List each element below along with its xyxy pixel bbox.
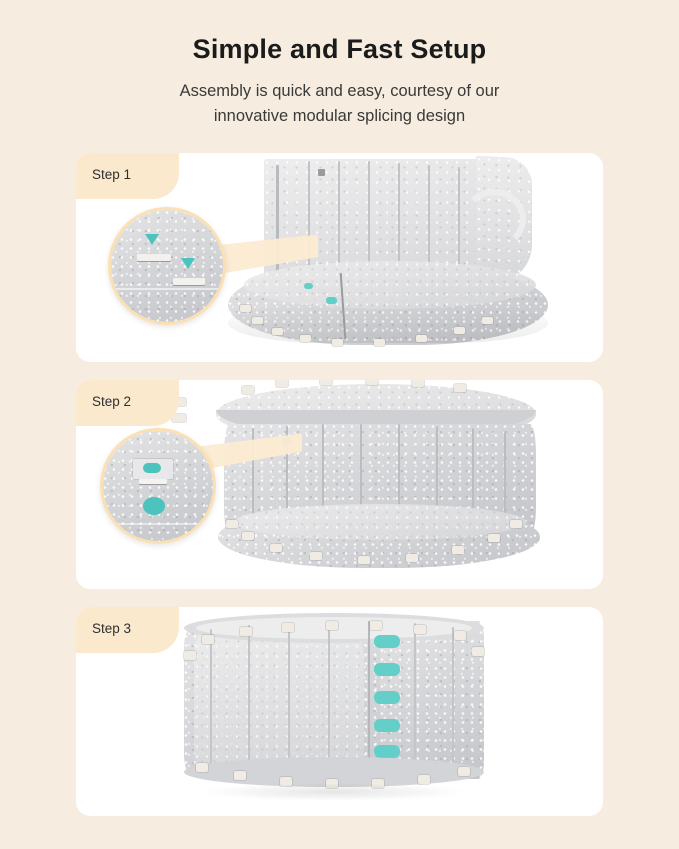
connector-tab [282,623,294,632]
connector-tab [412,380,424,387]
insert-arrow-icon [145,234,159,245]
teal-marker [304,283,313,289]
step-card-1 [76,153,603,362]
connector-tab [374,339,385,346]
socket-opening [139,479,167,484]
playpen-body-front [194,633,364,773]
connector-tab [488,534,500,542]
insert-arrow-icon [181,258,195,269]
connector-tab [406,554,418,562]
page-title: Simple and Fast Setup [192,34,487,64]
connector-tab [416,335,427,342]
connector-tab [196,763,208,772]
connector-tab [414,625,426,634]
base-shadow [228,303,548,343]
connector-tab [332,339,343,346]
subtitle-line-2: innovative modular splicing design [213,106,466,125]
teal-connector [374,635,400,648]
peg-detail-top [143,463,161,473]
wall-slot [248,625,250,771]
connector-tab [454,384,466,392]
zoom-detail-circle [100,428,216,544]
wall-slot [328,621,330,773]
step-card-3 [76,607,603,816]
connector-tab [276,380,288,387]
connector-tab [226,520,238,528]
page-subtitle [105,79,575,129]
connector-tab [242,386,254,394]
connector-tab [454,327,465,334]
ground-shadow [200,783,468,801]
connector-tab [300,335,311,342]
header [0,0,679,129]
teal-connector [374,719,400,732]
connector-tab [202,635,214,644]
connector-tab [240,627,252,636]
step-3-label: Step 3 [92,620,132,636]
curl-highlight [462,189,526,249]
connector-tab [510,520,522,528]
connector-tab [482,317,493,324]
step-1-tag [76,153,179,199]
step-2-tag [76,380,179,426]
step-3-tag [76,607,179,653]
teal-connector [374,745,400,758]
step-card-2 [76,380,603,589]
teal-connector [374,691,400,704]
bottom-ring-inner [234,504,526,540]
subtitle-line-1: Assembly is quick and easy, courtesy of our [179,82,500,100]
base-ring-inner [244,261,536,309]
teal-connector [374,663,400,676]
connector-tab [458,767,470,776]
wall-slot [368,621,370,773]
connector-tab [320,380,332,385]
step-1-label: Step 1 [92,166,132,182]
step-2-label: Step 2 [92,393,132,409]
connector-tab [452,546,464,554]
connector-tab [252,317,263,324]
connector-tab [370,621,382,630]
zoom-detail-surface [111,210,223,322]
slot-detail [137,254,171,261]
detail-divider [103,523,213,525]
connector-tab [418,775,430,784]
connector-tab [234,771,246,780]
connector-tab [326,621,338,630]
wall-slot [452,627,454,771]
connector-tab [242,532,254,540]
connector-tab [472,647,484,656]
connector-tab [358,556,370,564]
zoom-detail-circle [108,207,226,325]
connector-tab [240,305,251,312]
mounting-hole [318,169,325,176]
connector-tab [184,651,196,660]
steps-container [0,153,679,816]
connector-tab [454,631,466,640]
connector-tab [310,552,322,560]
teal-marker [326,297,337,304]
wall-slot [210,629,212,769]
peg-detail-bottom [143,497,165,515]
connector-tab [270,544,282,552]
detail-divider [111,288,223,290]
connector-tab [272,328,283,335]
panel-slot [458,167,460,277]
panel-slot [308,161,310,279]
connector-tab [366,380,378,385]
wall-slot [288,623,290,773]
wall-slot [414,623,416,773]
slot-detail [173,278,205,285]
